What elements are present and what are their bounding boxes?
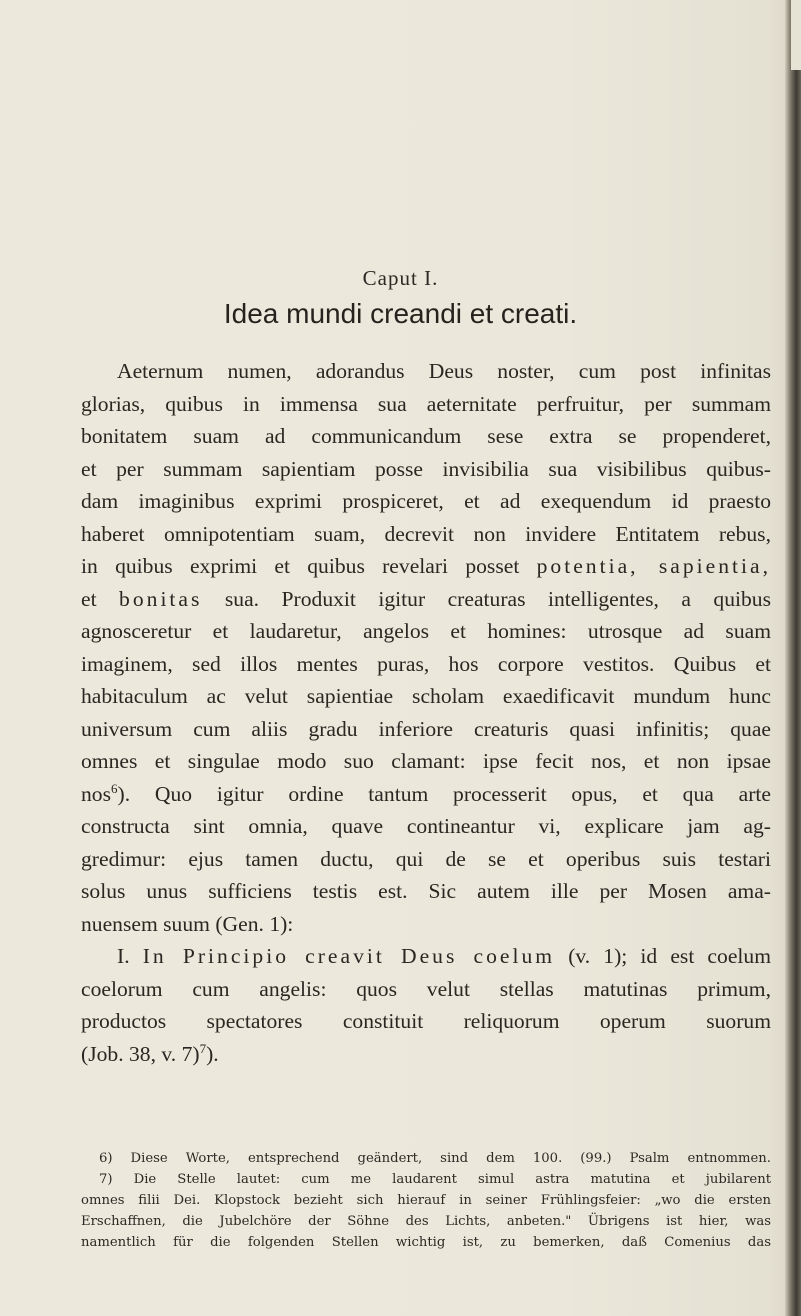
footnote-line: namentlich für die folgenden Stellen wichtig ist, zu bemerken, daß Comenius das — [81, 1235, 771, 1250]
text-fragment: (Job. 38, v. 7) — [81, 1041, 200, 1066]
text-line: coelorum cum angelis: quos velut stellas matutinas primum, — [81, 976, 771, 1001]
text-fragment: ). Quo igitur ordine tantum processerit opus, et qua arte — [117, 781, 771, 806]
footnote-line: omnes filii Dei. Klopstock bezieht sich hierauf in seiner Frühlingsfeier: „wo die ersten — [81, 1193, 771, 1208]
text-line: solus unus sufficiens testis est. Sic autem ille per Mosen ama- — [81, 879, 771, 903]
text-line: Aeternum numen, adorandus Deus noster, cum post infinitas — [117, 359, 771, 383]
text-line — [81, 940, 771, 973]
chapter-title: Idea mundi creandi et creati. — [223, 298, 578, 329]
text-line — [81, 550, 771, 583]
footnotes — [81, 1148, 771, 1253]
text-fragment: et — [81, 586, 97, 611]
text-fragment: (v. 1); id est coelum — [568, 944, 771, 968]
text-line: imaginem, sed illos mentes puras, hos corpore vestitos. Quibus et — [81, 651, 771, 676]
text-line: agnosceretur et laudaretur, angelos et homines: utrosque ad suam — [81, 619, 771, 643]
body-text — [81, 355, 771, 1070]
emphasized-words: In Principio creavit Deus coelum — [142, 944, 556, 968]
footnote-line: 6) Diese Worte, entsprechend geändert, sind dem 100. (99.) Psalm entnommen. — [99, 1151, 771, 1166]
text-line: constructa sint omnia, quave contineantur vi, explicare jam ag- — [81, 814, 771, 838]
emphasized-word: bonitas — [119, 586, 203, 611]
text-fragment: nos — [81, 781, 111, 806]
text-line: habitaculum ac velut sapientiae scholam exaedificavit mundum hunc — [81, 684, 771, 708]
text-line: gredimur: ejus tamen ductu, qui de se et operibus suis testari — [81, 846, 771, 871]
chapter-label: Caput I. — [362, 266, 439, 290]
text-fragment: ). — [206, 1041, 219, 1066]
footnote-line: Erschaffnen, die Jubelchöre der Söhne des Lichts, anbeten." Übrigens ist hier, was — [81, 1214, 771, 1229]
footnote-ref: 7 — [199, 1040, 207, 1056]
text-line: omnes et singulae modo suo clamant: ipse fecit nos, et non ipsae — [81, 749, 771, 773]
text-line: nuensem suum (Gen. 1): — [81, 911, 294, 936]
text-line: et per summam sapientiam posse invisibilia sua visibilibus quibus- — [81, 456, 771, 481]
footnote-line: 7) Die Stelle lautet: cum me laudarent simul astra matutina et jubilarent — [99, 1172, 771, 1187]
footnote-ref: 6 — [111, 780, 118, 796]
page-edge-shadow — [785, 0, 801, 1316]
text-line: bonitatem suam ad communicandum sese extra se propenderet, — [81, 424, 771, 448]
text-fragment: sua. Produxit igitur creaturas intelligentes, a quibus — [224, 586, 771, 611]
page-edge-notch — [791, 0, 801, 70]
text-fragment: I. — [117, 944, 130, 968]
text-fragment: in quibus exprimi et quibus revelari posset — [81, 554, 520, 578]
text-line — [81, 583, 771, 616]
text-line: universum cum aliis gradu inferiore creaturis quasi infinitis; quae — [81, 716, 771, 741]
text-line: dam imaginibus exprimi prospiceret, et ad exequendum id praesto — [81, 489, 771, 513]
text-line: productos spectatores constituit reliquorum operum suorum — [81, 1009, 771, 1033]
text-line — [81, 778, 771, 811]
text-line: glorias, quibus in immensa sua aeternitate perfruitur, per summam — [81, 391, 771, 416]
text-line: haberet omnipotentiam suam, decrevit non invidere Entitatem rebus, — [81, 521, 771, 546]
text-line — [81, 1038, 771, 1071]
emphasized-words: potentia, sapientia, — [536, 554, 771, 578]
